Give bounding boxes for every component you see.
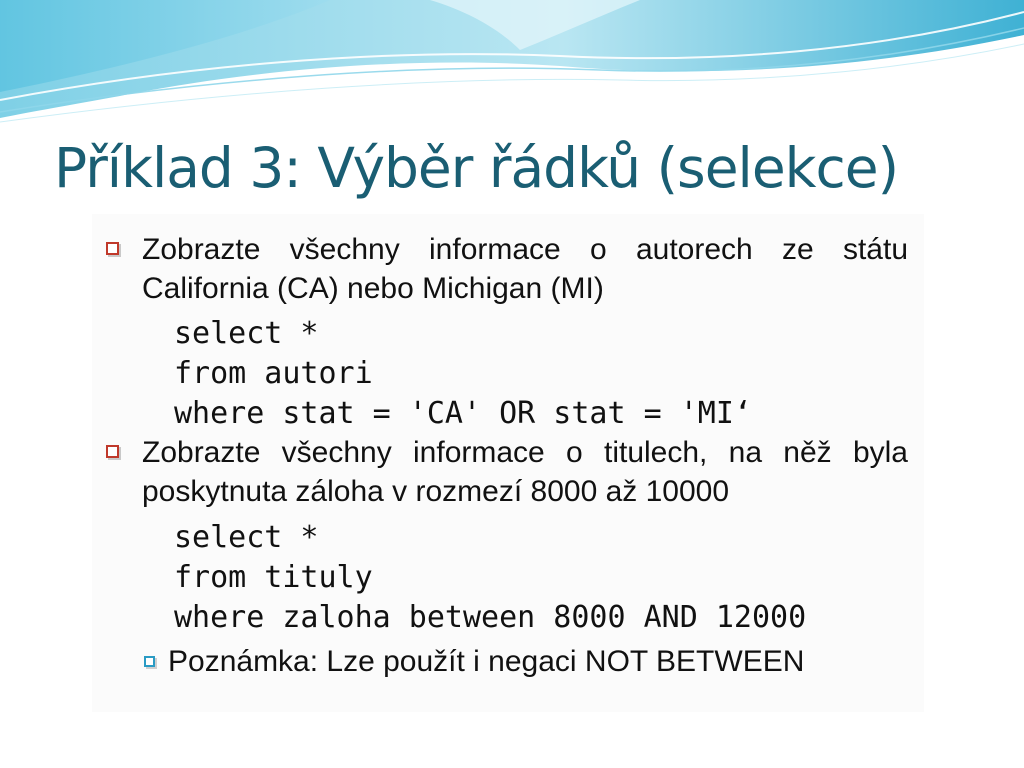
bullet-item-1: Zobrazte všechny informace o autorech ze státu California (CA) nebo Michigan (MI)	[142, 233, 908, 305]
bullet-item-2: Zobrazte všechny informace o titulech, na něž byla poskytnuta záloha v rozmezí 8000 až 10000	[142, 436, 908, 508]
small-square-bullet-icon	[144, 656, 155, 667]
sql-query-1: select * from autori where stat = 'CA' OR stat = 'MI‘	[174, 316, 752, 431]
sql-query-2: select * from tituly where zaloha between 8000 AND 12000	[174, 520, 807, 635]
slide-title: Příklad 3: Výběr řádků (selekce)	[54, 136, 899, 200]
note-text: Poznámka: Lze použít i negaci NOT BETWEEN	[168, 645, 805, 678]
content-box	[92, 214, 924, 712]
header-wave-decoration	[0, 0, 1024, 130]
square-bullet-icon	[106, 242, 119, 255]
square-bullet-icon	[106, 445, 119, 458]
